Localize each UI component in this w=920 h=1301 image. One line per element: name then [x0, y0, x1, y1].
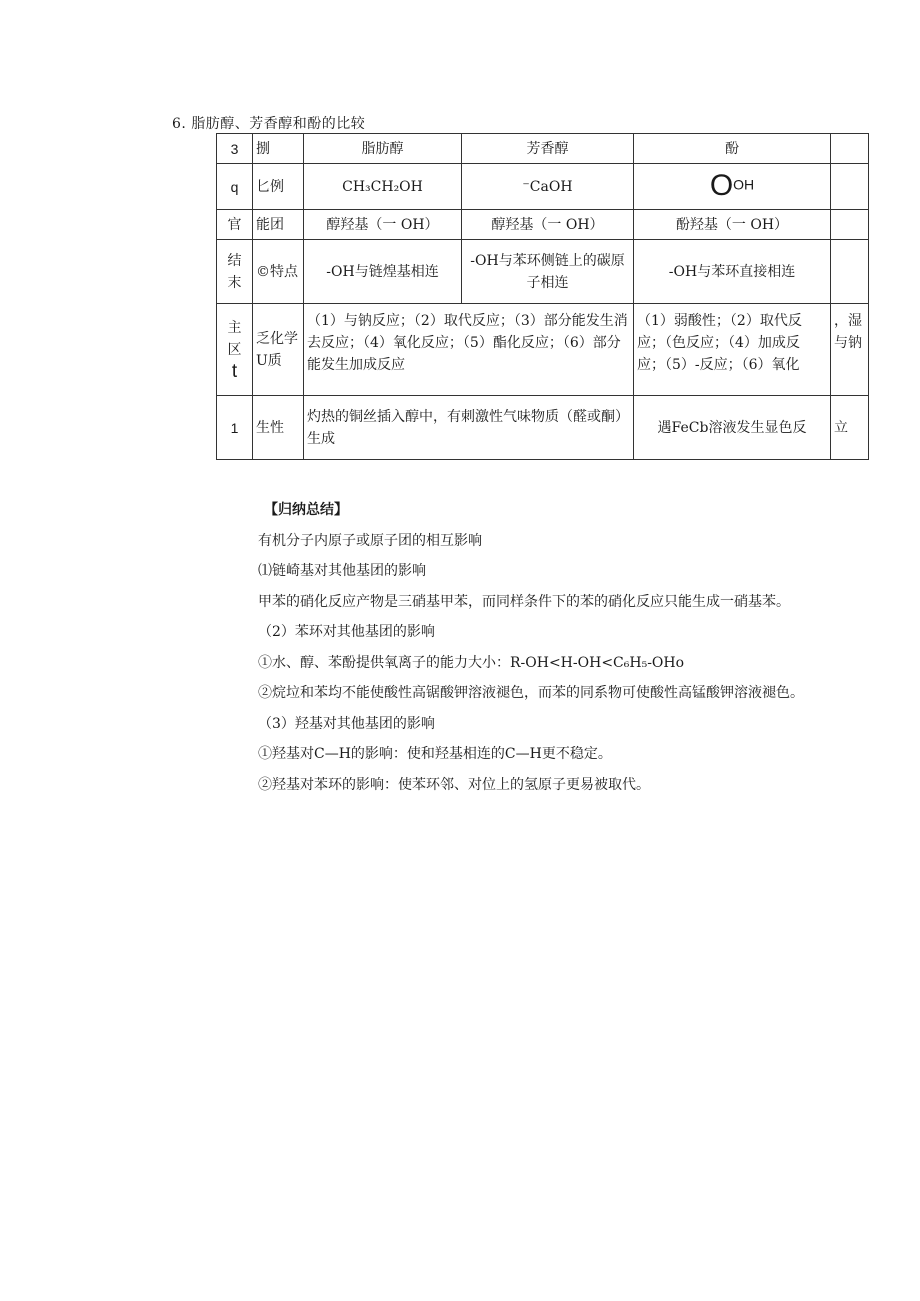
table-row-chemical-properties: [217, 304, 869, 396]
cell-chemical-alcohols: （1）与钠反应；（2）取代反应；（3）部分能发生消去反应；（4）氧化反应；（5）酯化反应；（6）部分能发生加成反应: [304, 304, 634, 396]
benzene-ring-icon: O: [709, 168, 734, 202]
cell-functional-extra: [831, 210, 869, 240]
summary-line: ②烷垃和苯均不能使酸性高锯酸钾溶液褪色，而苯的同系物可使酸性高锰酸钾溶液褪色。: [258, 685, 804, 701]
cell-example-c2: 匕例: [253, 164, 304, 210]
cell-identify-c1: 1: [217, 396, 253, 460]
cell-chemical-extra: ，湿与钠: [831, 304, 869, 396]
cell-structure-fatty: -OH与链煌基相连: [304, 240, 462, 304]
cell-chemical-c1: 主 区 t: [217, 304, 253, 396]
comparison-table: [216, 133, 869, 460]
cell-functional-c1: 官: [217, 210, 253, 240]
summary-line: 有机分子内原子或原子团的相互影响: [258, 532, 482, 549]
cell-identify-alcohols: 灼热的铜丝插入醇中，有刺激性气味物质（醛或酮）生成: [304, 396, 634, 460]
cell-structure-extra: [831, 240, 869, 304]
cell-header-phenol: 酚: [634, 134, 831, 164]
table-row-identification: [217, 396, 869, 460]
cell-header-c1: 3: [217, 134, 253, 164]
summary-line: （3）羟基对其他基团的影响: [258, 715, 435, 732]
summary-line: ②羟基对苯环的影响：使苯环邻、对位上的氢原子更易被取代。: [258, 776, 650, 793]
cell-identify-phenol: 遇FeCb溶液发生显色反: [634, 396, 831, 460]
oh-group-label: OH: [733, 175, 755, 192]
summary-title: 【归纳总结】: [264, 502, 348, 518]
summary-line: （2）苯环对其他基团的影响: [258, 624, 435, 640]
cell-chemical-phenol: （1）弱酸性；（2）取代反应；（色反应；（4）加成反应；（5）-反应；（6）氧化: [634, 304, 831, 396]
cell-structure-c1: 结 末: [217, 240, 253, 304]
cell-example-c1: q: [217, 164, 253, 210]
cell-structure-c2: ©特点: [253, 240, 304, 304]
table-row-functional-group: [217, 210, 869, 240]
table-row-example: [217, 164, 869, 210]
table-row-header: [217, 134, 869, 164]
cell-structure-phenol: -OH与苯环直接相连: [634, 240, 831, 304]
cell-header-c2: 捌: [253, 134, 304, 164]
cell-example-aromatic: ⁻CaOH: [462, 164, 634, 210]
cell-identify-c2: 生性: [253, 396, 304, 460]
cell-example-extra: [831, 164, 869, 210]
cell-header-fatty-alcohol: 脂肪醇: [304, 134, 462, 164]
cell-functional-c2: 能团: [253, 210, 304, 240]
cell-chemical-c2: 乏化学U质: [253, 304, 304, 396]
summary-line: ⑴链崎基对其他基团的影响: [258, 563, 426, 579]
cell-functional-aromatic: 醇羟基（一 OH）: [462, 210, 634, 240]
cell-example-phenol: [634, 164, 831, 210]
section-heading: 6. 脂肪醇、芳香醇和酚的比较: [172, 116, 366, 132]
cell-identify-extra: 立: [831, 396, 869, 460]
summary-line: ①羟基对C—H的影响：使和羟基相连的C—H更不稳定。: [258, 746, 612, 762]
cell-header-aromatic-alcohol: 芳香醇: [462, 134, 634, 164]
summary-line: 甲苯的硝化反应产物是三硝基甲苯，而同样条件下的苯的硝化反应只能生成一硝基苯。: [258, 593, 790, 610]
cell-functional-fatty: 醇羟基（一 OH）: [304, 210, 462, 240]
cell-header-extra: [831, 134, 869, 164]
table-row-structure: [217, 240, 869, 304]
cell-structure-aromatic: -OH与苯环侧链上的碳原子相连: [462, 240, 634, 304]
summary-line: ①水、醇、苯酚提供氧离子的能力大小：R-OH<H-OH<C₆H₅-OHo: [258, 654, 685, 671]
cell-example-fatty: CH₃CH₂OH: [304, 164, 462, 210]
summary-section: [258, 495, 878, 800]
cell-functional-phenol: 酚羟基（一 OH）: [634, 210, 831, 240]
